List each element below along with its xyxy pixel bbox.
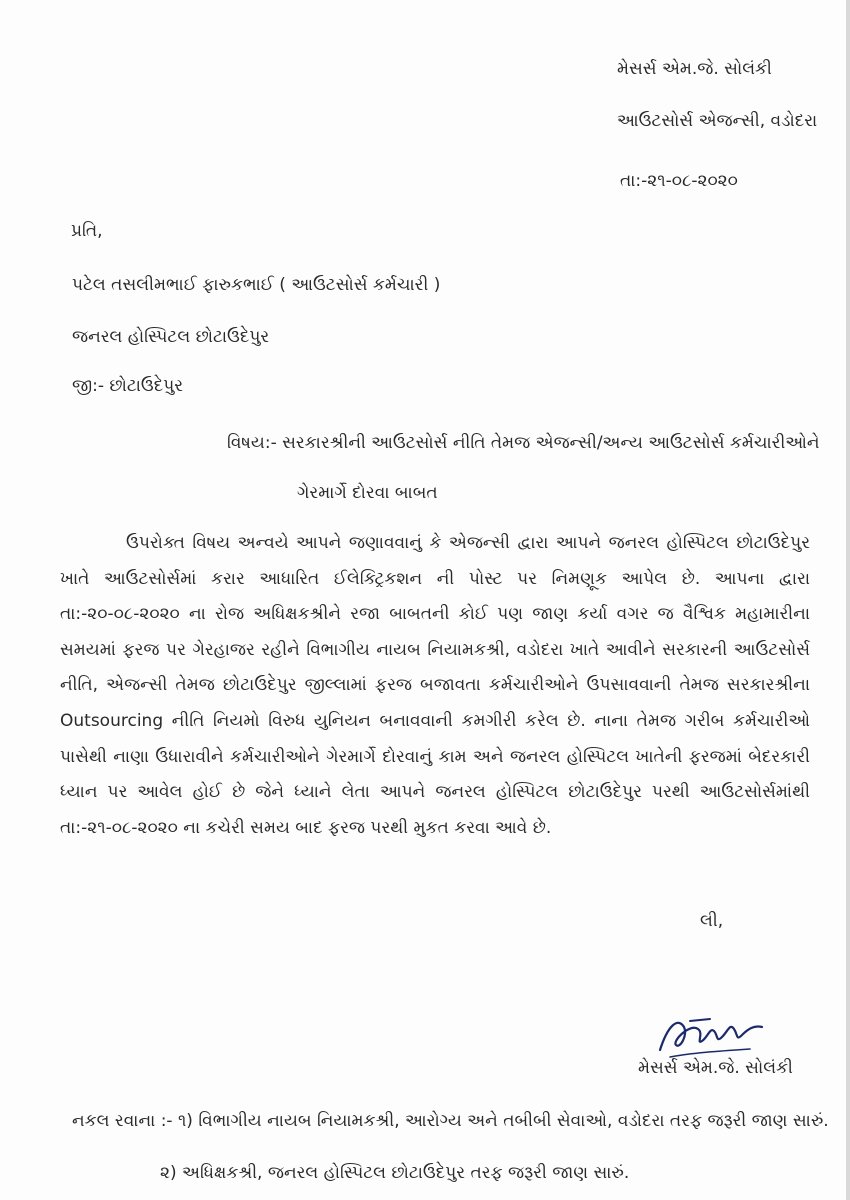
closing: લી, xyxy=(700,911,724,931)
scan-edge xyxy=(846,0,850,1200)
letter-date: તા:-૨૧-૦૮-૨૦૨૦ xyxy=(620,171,738,191)
recipient-workplace: જનરલ હોસ્પિટલ છોટાઉદેપુર xyxy=(72,327,270,347)
signature-mark xyxy=(650,1005,770,1065)
recipient-label: પ્રતિ, xyxy=(71,221,103,241)
agency-type: આઉટસોર્સ એજન્સી, વડોદરા xyxy=(617,111,818,131)
recipient-district: જી:- છોટાઉદેપુર xyxy=(72,376,184,396)
copy-to-line-1: નકલ રવાના :- ૧) વિભાગીય નાયબ નિયામકશ્રી, આરોગ્ય અને તબીબી સેવાઓ, વડોદરા તરફ જરૂરી જાણ સારું. xyxy=(72,1111,829,1131)
copy-to-line-2: ૨) અધિક્ષકશ્રી, જનરલ હોસ્પિટલ છોટાઉદેપુર તરફ જરૂરી જાણ સારું. xyxy=(160,1163,630,1183)
letter-body: ઉપરોક્ત વિષય અન્વયે આપને જણાવવાનું કે એજન્સી દ્વારા આપને જનરલ હોસ્પિટલ છોટાઉદેપુર ખાતે આઉટસોર્સમાં કરાર આધારિત ઈલેક્ટ્રિકશન ની પોસ્ટ પર નિમણૂક આપેલ છે. આપના દ્વારા તા:-૨૦-૦૮-૨૦૨૦ ના રોજ અધિક્ષકશ્રીને રજા બાબતની કોઈ પણ જાણ કર્યા વગર જ વૈશ્વિક મહામારીના સમયમાં ફરજ પર ગેરહાજર રહીને વિભાગીય નાયબ નિયામકશ્રી, વડોદરા ખાતે આવીને સરકારની આઉટસોર્સ નીતિ, એજન્સી તેમજ છોટાઉદેપુર જીલ્લામાં ફરજ બજાવતા કર્મચારીઓને ઉપસાવવાની તેમજ સરકારશ્રીના Outsourcing નીતિ નિયમો વિરુધ યુનિયન બનાવવાની કમગીરી કરેલ છે. નાના તેમજ ગરીબ કર્મચારીઓ પાસેથી નાણા ઉધારાવીને કર્મચારીઓને ગેરમાર્ગે દોરવાનું કામ અને જનરલ હોસ્પિટલ ખાતેની ફરજમાં બેદરકારી ધ્યાન પર આવેલ હોઈ છે જેને ધ્યાને લેતા આપને જનરલ હોસ્પિટલ છોટાઉદેપુર પરથી આઉટસોર્સમાંથી તા:-૨૧-૦૮-૨૦૨૦ ના કચેરી સમય બાદ ફરજ પરથી મુકત કરવા આવે છે. xyxy=(60,533,810,838)
subject-line-2: ગેરમાર્ગે દોરવા બાબત xyxy=(297,483,438,503)
recipient-name: પટેલ તસલીમભાઈ ફારુકભાઈ ( આઉટસોર્સ કર્મચારી ) xyxy=(72,275,441,295)
signatory-name: મેસર્સ એમ.જે. સોલંકી xyxy=(638,1058,793,1078)
agency-name: મેસર્સ એમ.જે. સોલંકી xyxy=(617,59,772,79)
subject-line-1: વિષય:- સરકારશ્રીની આઉટસોર્સ નીતિ તેમજ એજન્સી/અન્ય આઉટસોર્સ કર્મચારીઓને xyxy=(227,433,820,453)
